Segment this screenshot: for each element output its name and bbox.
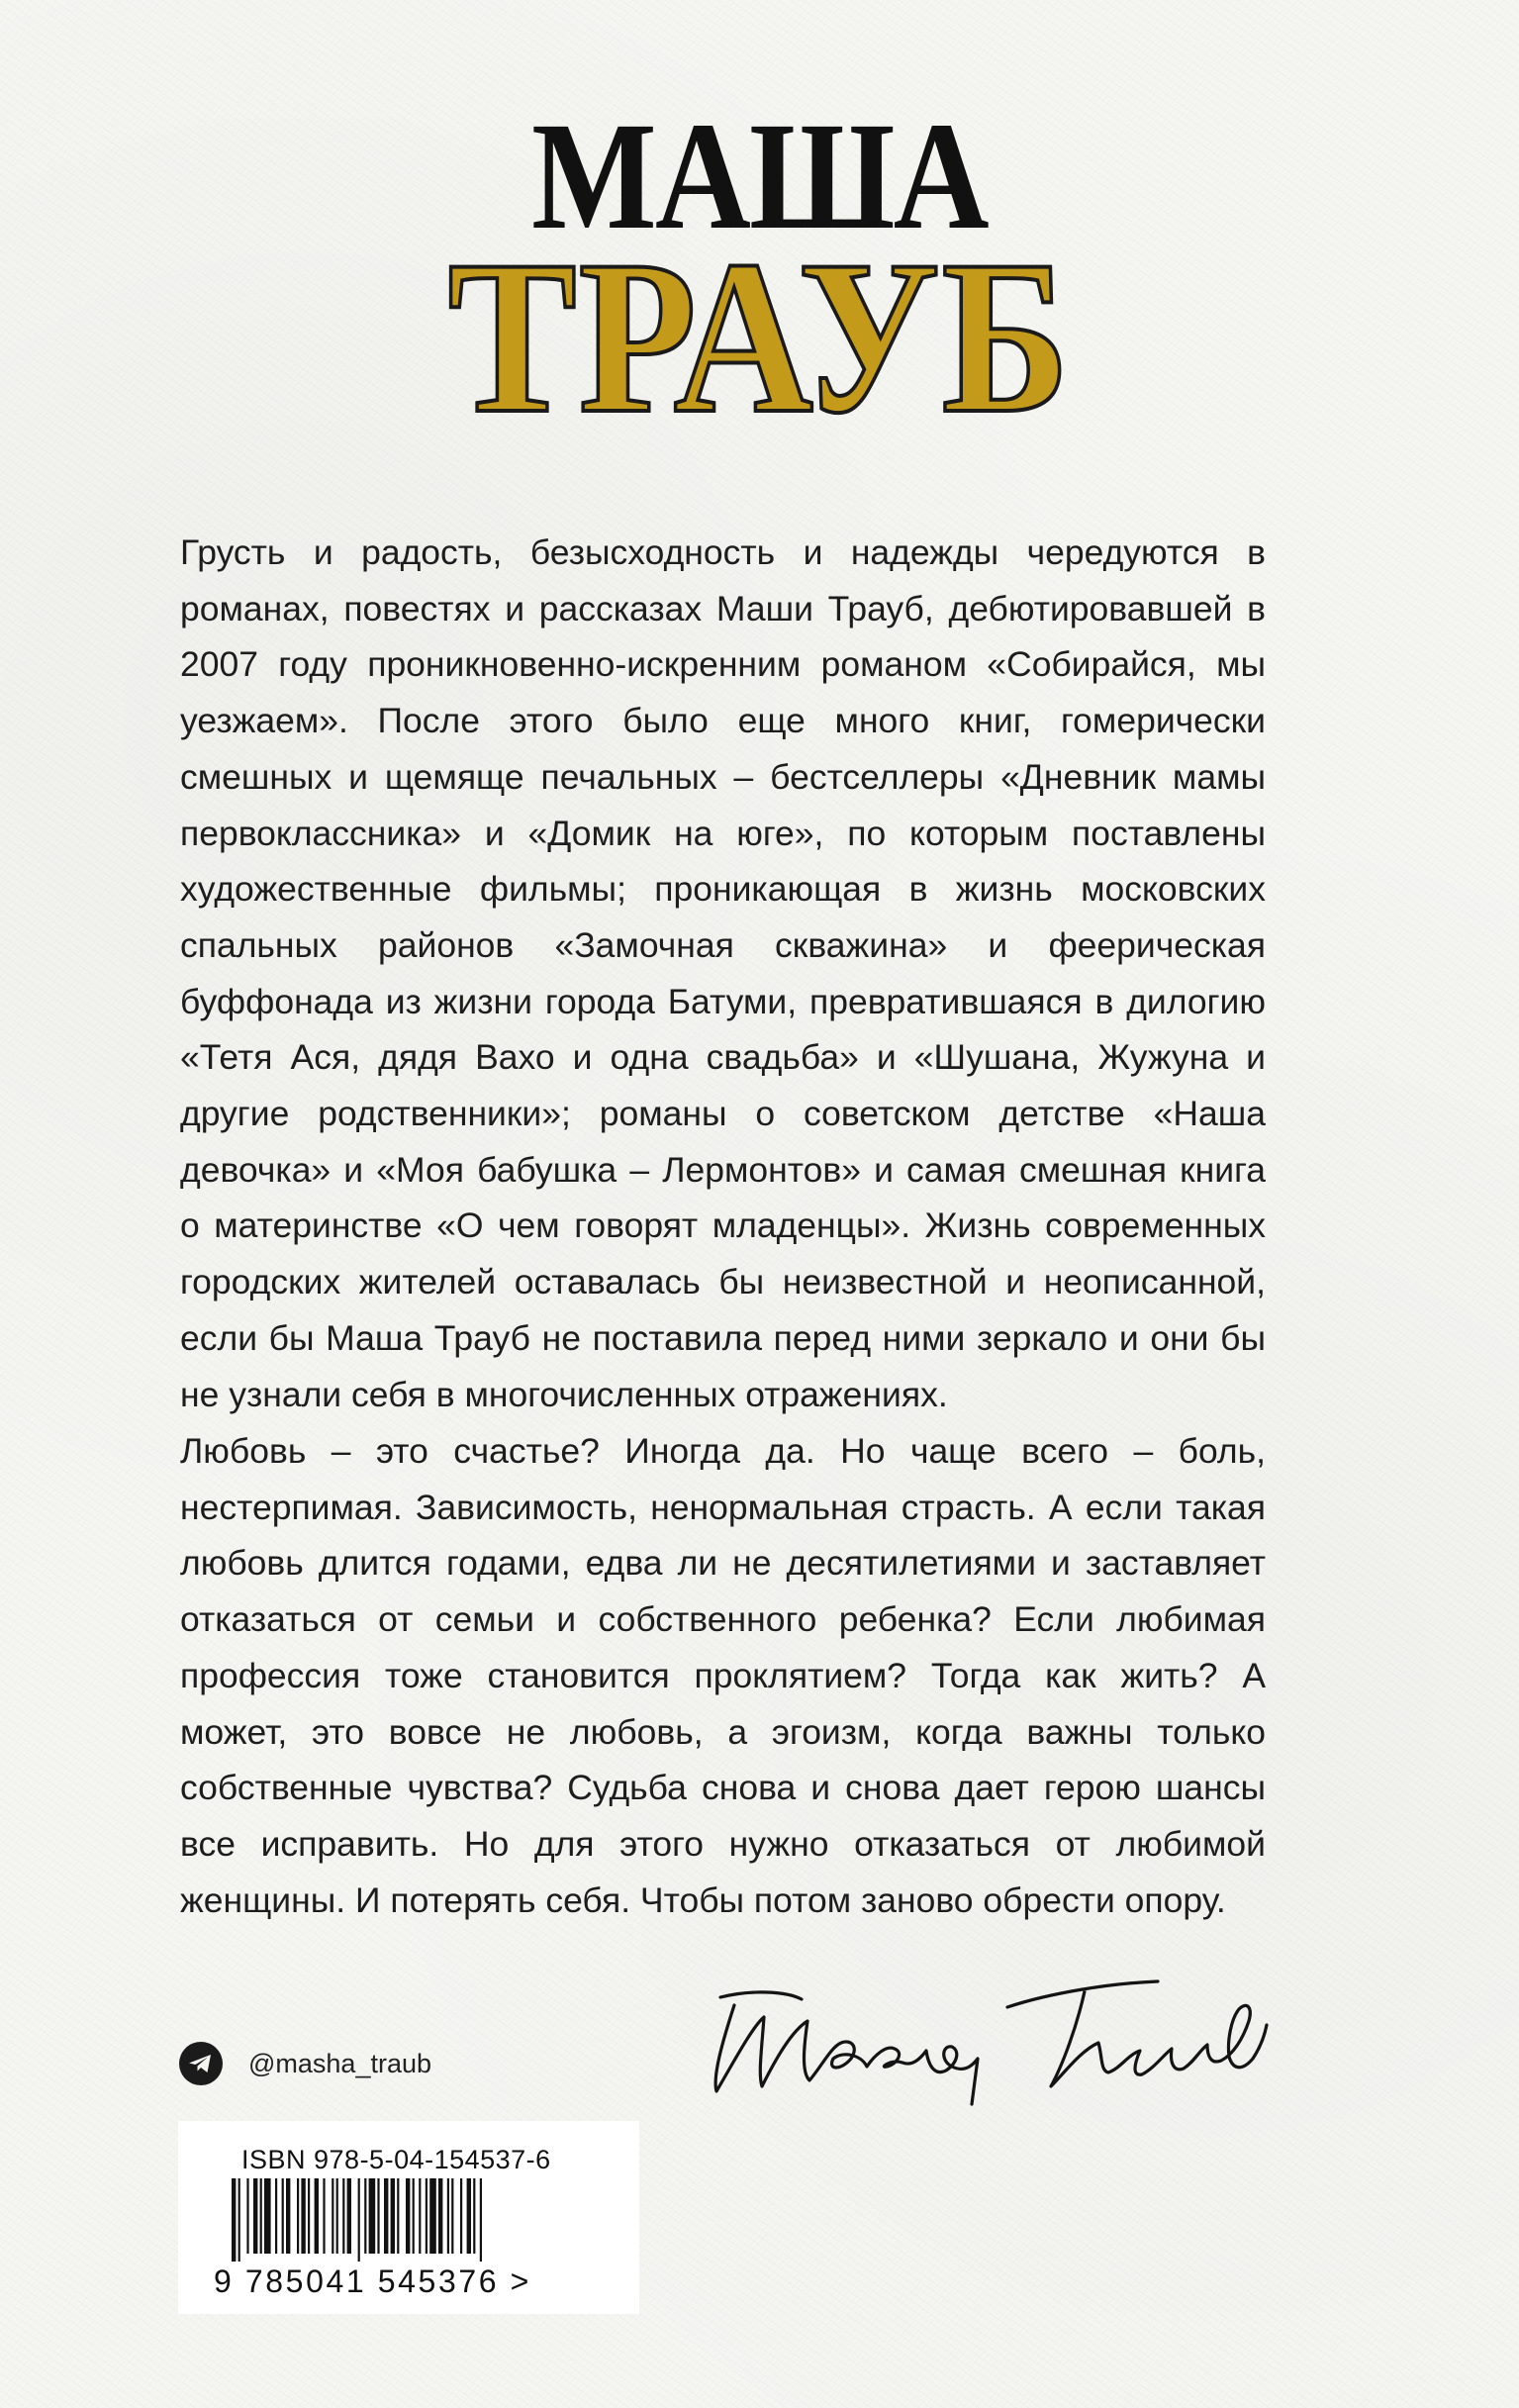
barcode-bar	[308, 2178, 310, 2254]
barcode-bar	[253, 2178, 257, 2254]
barcode-bar	[447, 2178, 449, 2254]
barcode-bar	[406, 2178, 410, 2254]
annotation-text-2: Любовь – это счастье? Иногда да. Но чаще всего – боль, нестерпимая. Зависимость, ненормальная страсть. А если такая любовь длится годами, едва ли не десятилетиями и заставляет отказаться от семьи и собственного ребенка? Если любимая профессия тоже становится проклятием? Тогда как жить? А может, это вовсе не любовь, а эгоизм, когда важны только собственные чувства? Судьба снова и снова дает герою шансы все исправить. Но для этого нужно отказаться от любимой женщины. И потерять себя. Чтобы потом заново обрести опору.	[180, 1431, 1266, 1920]
barcode-bar	[260, 2178, 262, 2254]
annotation-text-1: Грусть и радость, безысходность и надежды чередуются в романах, повестях и рассказах Маши Трауб, дебютировавшей в 2007 году проникновенно-искренним романом «Собирайся, мы уезжаем». После этого было еще много книг, гомерически смешных и щемяще печальных – бестселлеры «Дневник мамы первоклассника» и «Домик на юге», по которым поставлены художественные фильмы; проникающая в жизнь московских спальных районов «Замочная скважина» и феерическая буффонада из жизни города Батуми, превратившаяся в дилогию «Тетя Ася, дядя Вахо и одна свадьба» и «Шушана, Жужуна и другие родственники»; романы о советском детстве «Наша девочка» и «Моя бабушка – Лермонтов» и самая смешная книга о материнстве «О чем говорят младенцы». Жизнь современных городских жителей оставалась бы неизвестной и неописанной, если бы Маша Трауб не поставила перед ними зеркало и они бы не узнали себя в многочисленных отражениях.	[180, 532, 1266, 1414]
barcode-bar	[377, 2178, 379, 2254]
barcode-bar	[369, 2178, 376, 2254]
barcode-bar	[282, 2178, 284, 2254]
barcode-bar	[413, 2178, 415, 2254]
barcode-bar	[238, 2178, 240, 2262]
barcode-bar	[347, 2178, 351, 2254]
barcode-bar	[460, 2178, 462, 2254]
barcode-bar	[358, 2178, 360, 2262]
barcode-bar	[286, 2178, 290, 2254]
barcode-bar	[397, 2178, 399, 2254]
barcode-bar	[332, 2178, 333, 2254]
barcode-bar	[315, 2178, 319, 2254]
barcode-bar	[323, 2178, 325, 2254]
barcode	[232, 2178, 602, 2262]
barcode-digits: 9 785041 545376 >	[214, 2264, 531, 2299]
barcode-bar	[438, 2178, 442, 2254]
barcode-bar	[391, 2178, 395, 2254]
barcode-bar	[480, 2178, 482, 2262]
annotation-paragraph-2	[180, 1423, 1266, 1928]
barcode-bar	[264, 2178, 271, 2254]
barcode-bar	[429, 2178, 436, 2254]
barcode-bar	[297, 2178, 299, 2254]
barcode-bar	[232, 2178, 236, 2262]
barcode-bar	[451, 2178, 453, 2254]
barcode-bar	[246, 2178, 248, 2254]
annotation-paragraph-1	[180, 525, 1266, 1422]
isbn-label: ISBN 978-5-04-154537-6	[241, 2145, 551, 2174]
barcode-bar	[419, 2178, 421, 2254]
author-last-name: ТРАУБ	[447, 216, 1072, 459]
barcode-bar	[384, 2178, 388, 2254]
barcode-bar	[364, 2178, 366, 2254]
barcode-bar	[342, 2178, 344, 2254]
barcode-bar	[467, 2178, 471, 2254]
barcode-bar	[336, 2178, 338, 2254]
isbn-block	[178, 2121, 639, 2314]
barcode-bar	[473, 2178, 475, 2254]
social-handle: @masha_traub	[248, 2048, 432, 2078]
barcode-bar	[301, 2178, 305, 2254]
telegram-icon	[179, 2042, 223, 2085]
author-signature	[693, 1948, 1286, 2116]
author-first-name: МАША	[531, 90, 988, 261]
barcode-bar	[275, 2178, 277, 2254]
barcode-bar	[426, 2178, 427, 2254]
social-link[interactable]	[179, 2041, 431, 2086]
